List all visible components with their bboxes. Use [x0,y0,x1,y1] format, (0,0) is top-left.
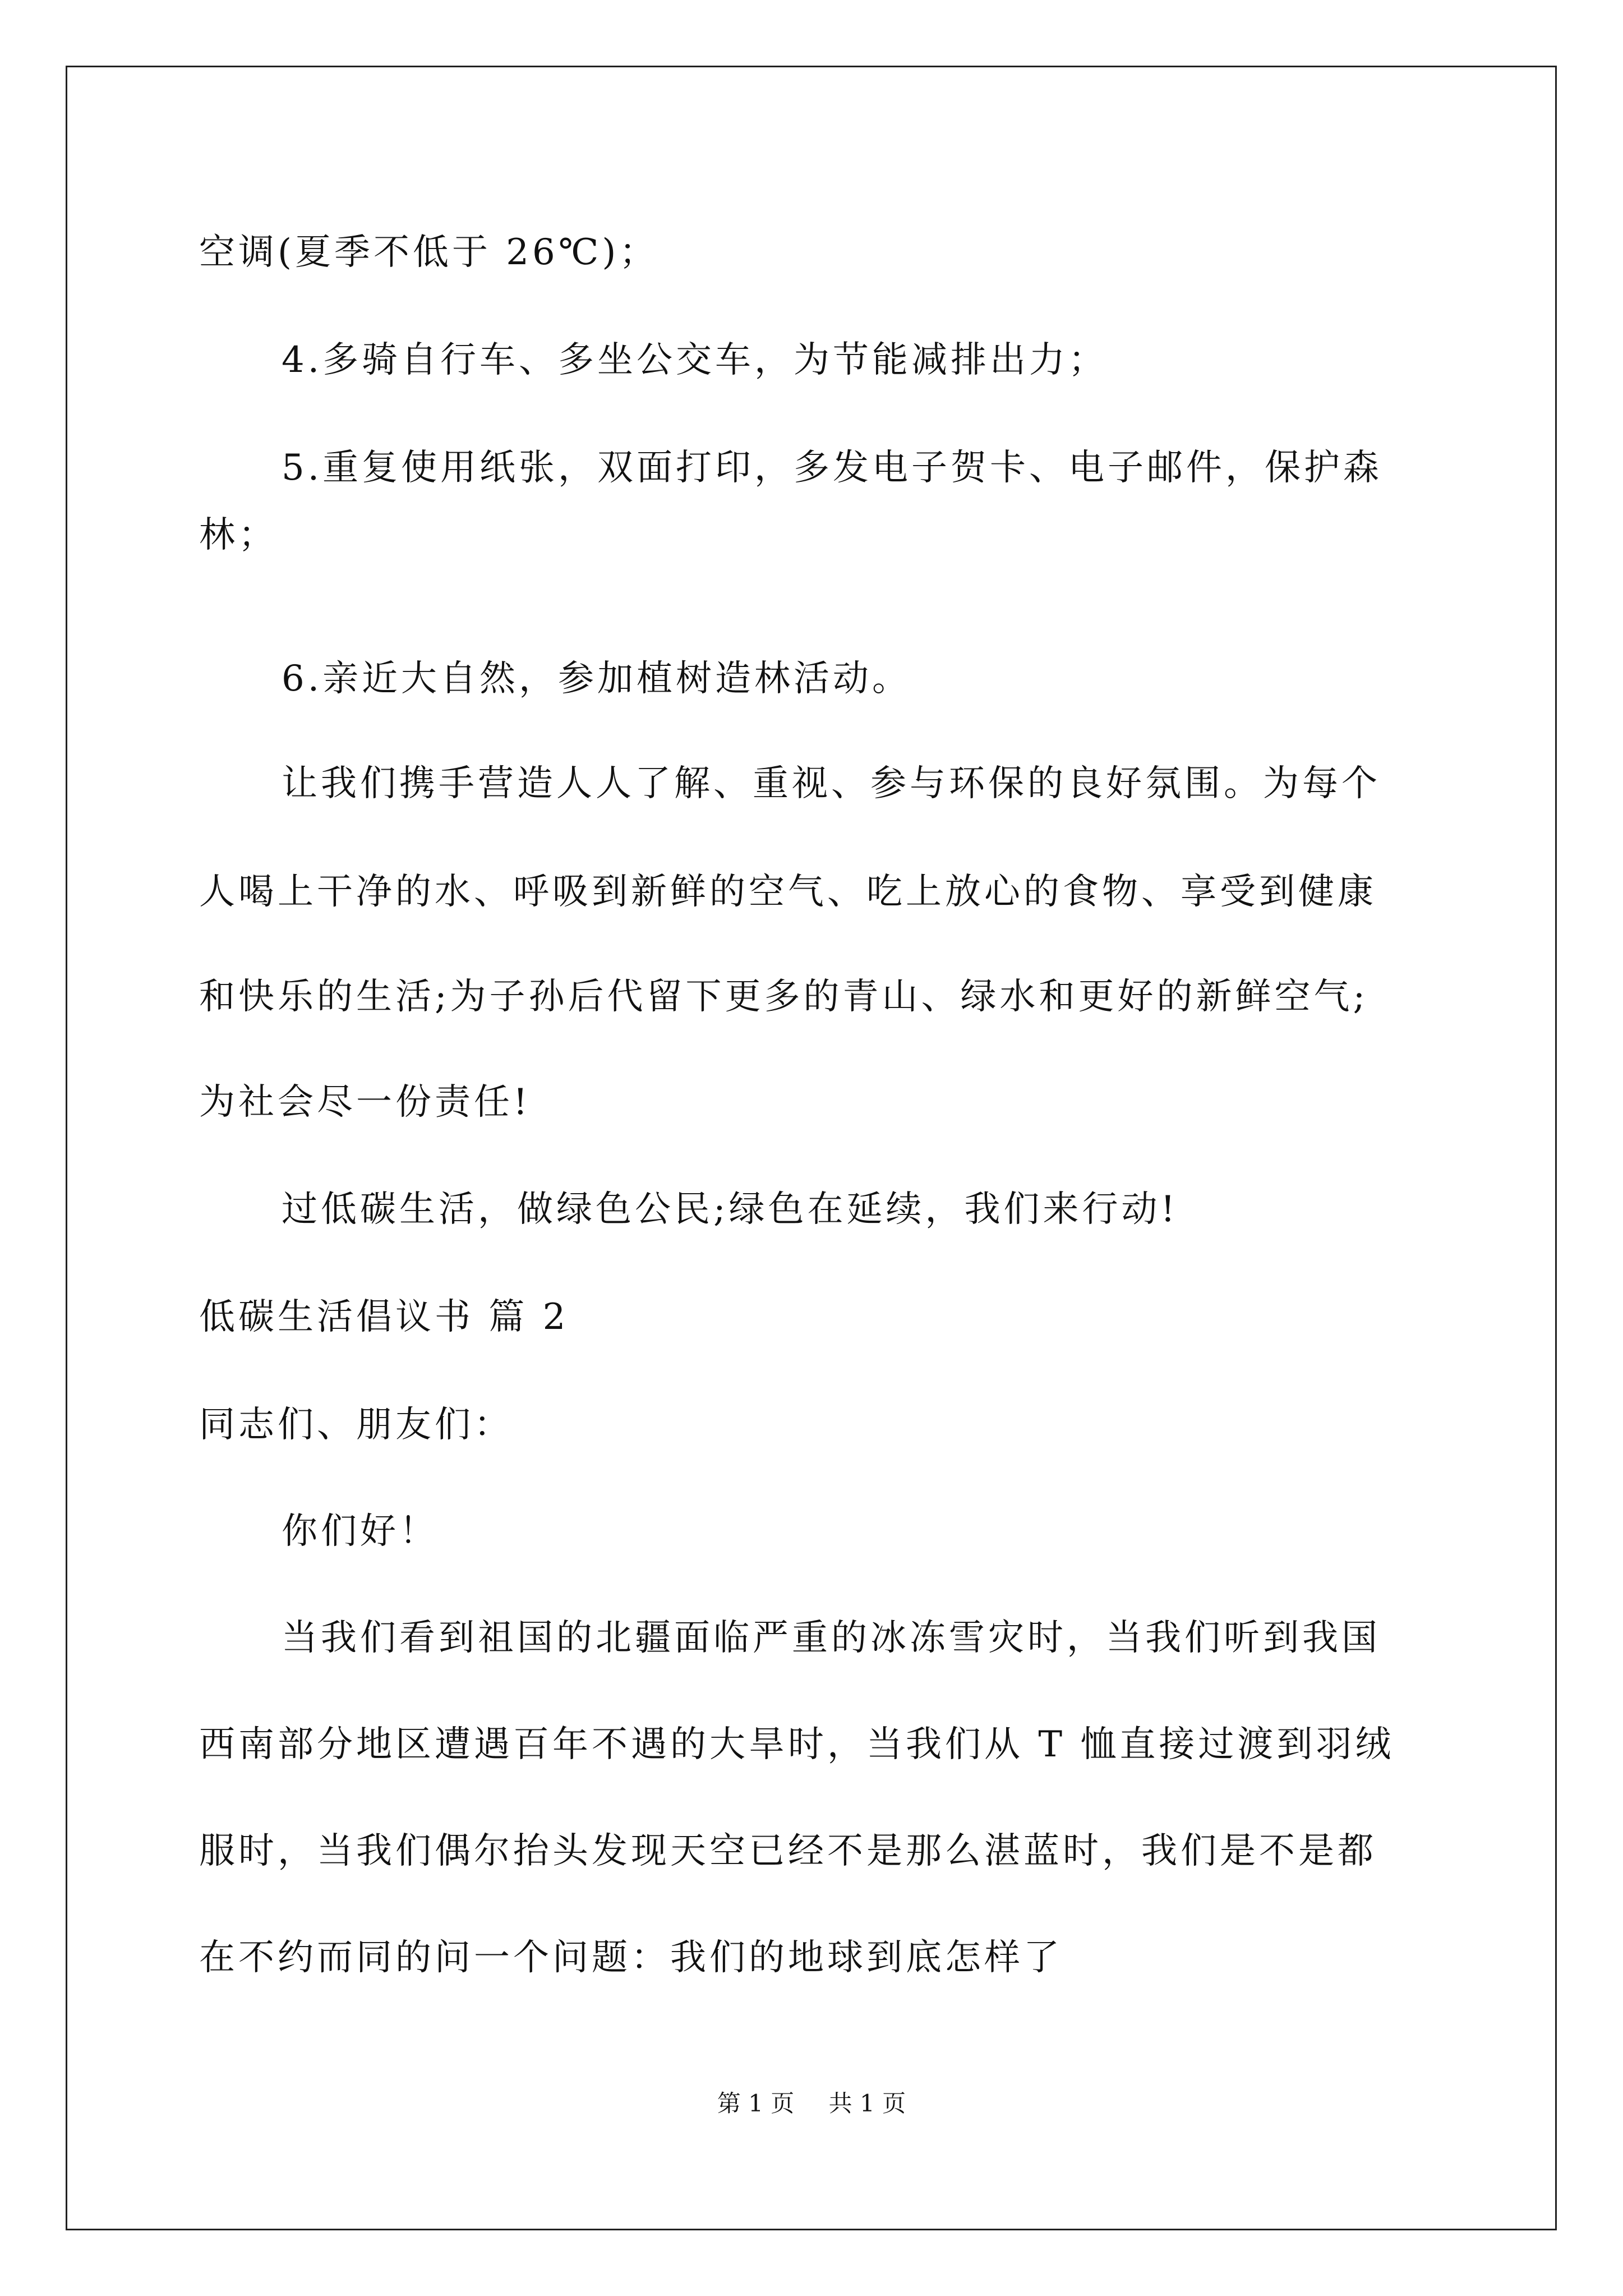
section-heading: 低碳生活倡议书 篇 2 [199,1296,569,1338]
page-footer [0,2087,1623,2120]
body-line: 在不约而同的问一个问题：我们的地球到底怎样了 [199,1937,1063,1978]
page-border [66,66,1557,2230]
body-line: 人喝上干净的水、呼吸到新鲜的空气、吃上放心的食物、享受到健康 [199,871,1377,913]
body-line: 西南部分地区遭遇百年不遇的大旱时，当我们从 T 恤直接过渡到羽绒 [199,1724,1395,1765]
body-line: 为社会尽一份责任! [199,1082,531,1123]
body-line: 让我们携手营造人人了解、重视、参与环保的良好氛围。为每个 [282,763,1381,804]
salutation: 同志们、朋友们： [199,1404,513,1446]
greeting: 你们好！ [282,1511,439,1552]
page-number: 第 1 页 [717,2090,795,2117]
body-line: 服时，当我们偶尔抬头发现天空已经不是那么湛蓝时，我们是不是都 [199,1830,1377,1872]
body-line: 和快乐的生活;为子孙后代留下更多的青山、绿水和更好的新鲜空气; [199,976,1369,1018]
body-line: 过低碳生活，做绿色公民;绿色在延续，我们来行动! [282,1189,1179,1230]
body-line: 空调(夏季不低于 26℃)； [199,232,659,273]
body-line: 林； [199,514,278,556]
body-line: 4.多骑自行车、多坐公交车，为节能减排出力； [282,339,1108,381]
body-line: 5.重复使用纸张，双面打印，多发电子贺卡、电子邮件，保护森 [282,447,1383,489]
body-line: 6.亲近大自然，参加植树造林活动。 [282,658,912,700]
page-total: 共 1 页 [828,2090,906,2117]
body-line: 当我们看到祖国的北疆面临严重的冰冻雪灾时，当我们听到我国 [282,1617,1381,1659]
